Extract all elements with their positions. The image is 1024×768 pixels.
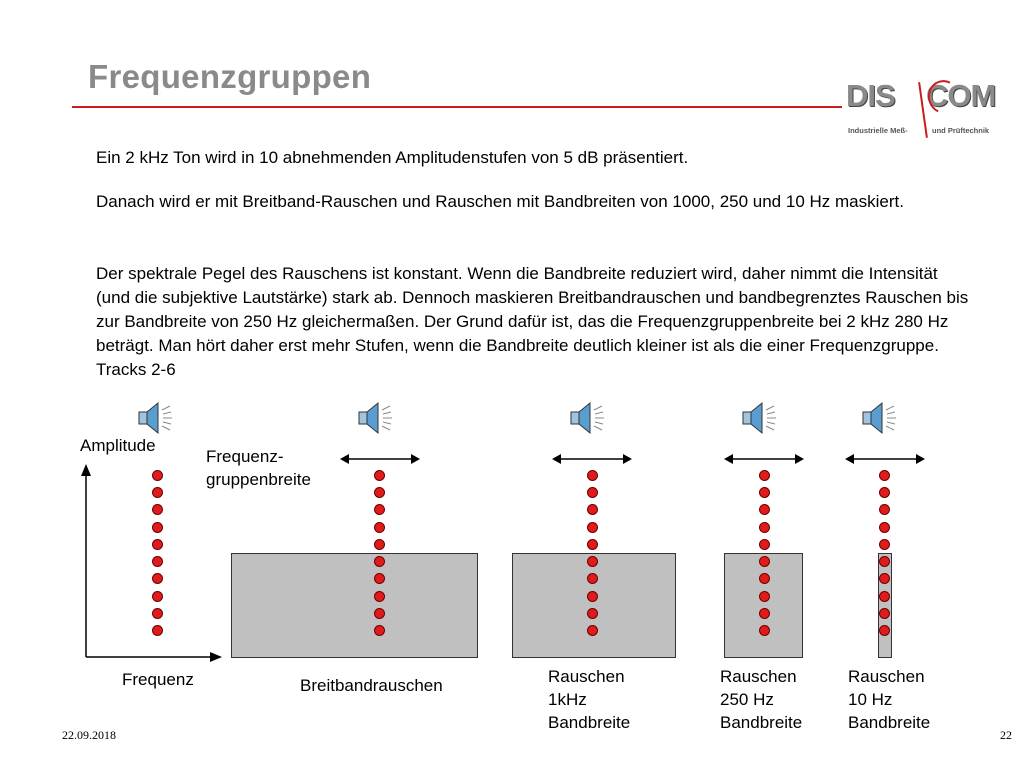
logo-text-left: DIS xyxy=(846,78,895,113)
speaker-icon[interactable] xyxy=(860,400,900,436)
tone-step-dot xyxy=(374,556,385,567)
tone-step-dot xyxy=(759,573,770,584)
tone-step-dot xyxy=(879,539,890,550)
tone-step-dot xyxy=(759,522,770,533)
tone-step-dot xyxy=(879,608,890,619)
tone-step-dot xyxy=(374,591,385,602)
footer-date: 22.09.2018 xyxy=(62,728,116,742)
tone-step-dot xyxy=(374,608,385,619)
tone-step-dot xyxy=(587,625,598,636)
tone-step-dot xyxy=(759,539,770,550)
tone-step-dot xyxy=(152,487,163,498)
tone-step-dot xyxy=(152,591,163,602)
tone-steps-column-1 xyxy=(152,470,164,635)
tone-step-dot xyxy=(879,504,890,515)
tone-step-dot xyxy=(759,504,770,515)
tone-step-dot xyxy=(879,487,890,498)
tone-step-dot xyxy=(152,625,163,636)
tone-step-dot xyxy=(759,470,770,481)
speaker-icon[interactable] xyxy=(740,400,780,436)
tone-step-dot xyxy=(759,608,770,619)
bandwidth-arrow-2 xyxy=(552,450,632,468)
tone-step-dot xyxy=(879,573,890,584)
tone-steps-column-3 xyxy=(587,470,599,635)
tone-step-dot xyxy=(374,625,385,636)
tone-step-dot xyxy=(587,556,598,567)
axis-x-label: Frequenz xyxy=(122,670,194,689)
tone-step-dot xyxy=(759,591,770,602)
tone-step-dot xyxy=(879,625,890,636)
caption-noise-250hz: Rauschen 250 Hz Bandbreite xyxy=(720,667,803,732)
tone-step-dot xyxy=(374,573,385,584)
axis-y-label: Amplitude xyxy=(80,436,156,455)
tone-step-dot xyxy=(374,539,385,550)
tone-step-dot xyxy=(152,556,163,567)
logo-sub-right: und Prüftechnik xyxy=(932,126,990,135)
bandwidth-arrow-1 xyxy=(340,450,420,468)
paragraph-3: Der spektrale Pegel des Rauschens ist konstant. Wenn die Bandbreite reduziert wird, daher nimmt die Intensität (und die subjektive Lautstärke) stark ab. Dennoch maskieren Breitbandrauschen und bandbegrenztes Rauschen bis zur Bandbreite von 250 Hz gleichermaßen. Der Grund dafür ist, das die Frequenzgruppenbreite bei 2 kHz 280 Hz beträgt. Man hört daher erst mehr Stufen, wenn die Bandbreite deutlich kleiner ist als die einer Frequenzgruppe. Tracks 2-6 xyxy=(96,264,969,379)
tone-step-dot xyxy=(152,573,163,584)
tone-step-dot xyxy=(152,504,163,515)
tone-step-dot xyxy=(879,591,890,602)
paragraph-1: Ein 2 kHz Ton wird in 10 abnehmenden Amplitudenstufen von 5 dB präsentiert. xyxy=(96,148,689,167)
bandwidth-label: Frequenz- gruppenbreite xyxy=(206,447,311,489)
tone-step-dot xyxy=(374,487,385,498)
title-divider xyxy=(72,106,842,108)
tone-step-dot xyxy=(374,470,385,481)
tone-step-dot xyxy=(152,522,163,533)
tone-step-dot xyxy=(587,522,598,533)
tone-step-dot xyxy=(879,556,890,567)
tone-step-dot xyxy=(587,591,598,602)
page-number: 22 xyxy=(1000,728,1012,742)
speaker-icon[interactable] xyxy=(568,400,608,436)
logo-sub-left: Industrielle Meß- xyxy=(848,126,908,135)
tone-step-dot xyxy=(587,573,598,584)
bandwidth-arrow-3 xyxy=(724,450,804,468)
tone-step-dot xyxy=(374,522,385,533)
broadband-noise-block xyxy=(231,553,478,658)
tone-step-dot xyxy=(587,539,598,550)
tone-step-dot xyxy=(587,470,598,481)
tone-step-dot xyxy=(587,504,598,515)
tone-steps-column-2 xyxy=(374,470,386,635)
frequency-amplitude-axes xyxy=(76,462,226,667)
paragraph-2: Danach wird er mit Breitband-Rauschen und Rauschen mit Bandbreiten von 1000, 250 und 10 Hz maskiert. xyxy=(96,192,904,211)
tone-step-dot xyxy=(587,608,598,619)
logo-text-right: COM xyxy=(926,78,996,113)
caption-noise-10hz: Rauschen 10 Hz Bandbreite xyxy=(848,667,931,732)
tone-step-dot xyxy=(759,625,770,636)
tone-step-dot xyxy=(759,487,770,498)
tone-step-dot xyxy=(152,470,163,481)
bandwidth-arrow-4 xyxy=(845,450,925,468)
tone-step-dot xyxy=(152,539,163,550)
speaker-icon[interactable] xyxy=(356,400,396,436)
page-title: Frequenzgruppen xyxy=(88,58,372,95)
tone-steps-column-4 xyxy=(759,470,771,635)
tone-steps-column-5 xyxy=(879,470,891,635)
discom-logo xyxy=(846,78,1006,142)
caption-broadband: Breitbandrauschen xyxy=(300,676,443,695)
speaker-icon[interactable] xyxy=(136,400,176,436)
tone-step-dot xyxy=(374,504,385,515)
tone-step-dot xyxy=(152,608,163,619)
tone-step-dot xyxy=(759,556,770,567)
tone-step-dot xyxy=(879,470,890,481)
caption-noise-1khz: Rauschen 1kHz Bandbreite xyxy=(548,667,631,732)
tone-step-dot xyxy=(587,487,598,498)
tone-step-dot xyxy=(879,522,890,533)
